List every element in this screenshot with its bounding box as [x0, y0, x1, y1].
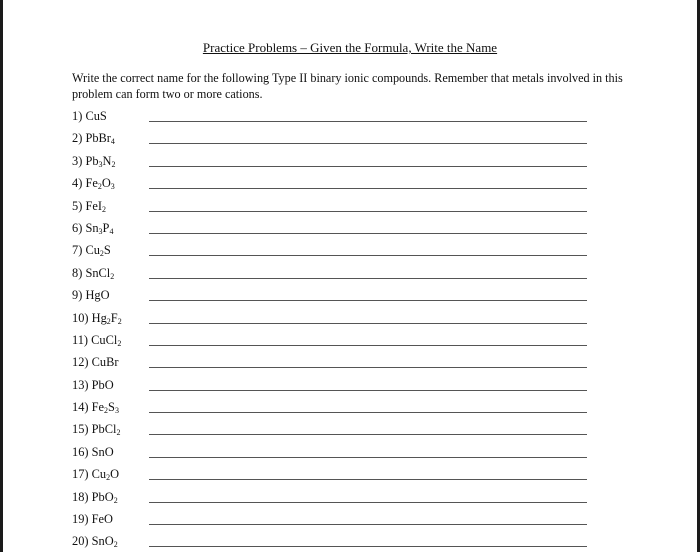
problem-item — [72, 422, 592, 444]
problem-number: 6) — [72, 220, 83, 235]
subscript: 3 — [110, 182, 115, 192]
problem-formula — [72, 445, 114, 460]
answer-line[interactable] — [149, 121, 587, 122]
element-symbol: O — [104, 489, 114, 504]
problem-number: 8) — [72, 265, 83, 280]
problem-formula — [72, 109, 107, 124]
element-symbol: Br — [106, 355, 119, 370]
element-symbol: O — [110, 467, 120, 482]
problem-number: 7) — [72, 243, 83, 258]
subscript: 2 — [116, 428, 121, 438]
answer-line[interactable] — [149, 479, 587, 480]
problem-item — [72, 512, 592, 534]
problem-formula — [72, 266, 114, 281]
problem-number: 12) — [72, 355, 89, 370]
element-symbol: O — [104, 377, 114, 392]
problem-number: 13) — [72, 377, 89, 392]
problem-item — [72, 199, 592, 221]
element-symbol: Fe — [91, 400, 105, 415]
element-symbol: O — [101, 176, 111, 191]
element-symbol: Cl — [105, 332, 118, 347]
problem-formula — [72, 422, 120, 437]
subscript: 2 — [101, 204, 106, 214]
element-symbol: Cu — [91, 332, 106, 347]
problem-item — [72, 109, 592, 131]
problem-item — [72, 154, 592, 176]
problem-item — [72, 288, 592, 310]
element-symbol: Sn — [85, 220, 99, 235]
answer-line[interactable] — [149, 502, 587, 503]
problem-item — [72, 490, 592, 512]
subscript: 2 — [106, 473, 111, 483]
problem-formula — [72, 131, 115, 146]
subscript: 3 — [98, 226, 103, 236]
element-symbol: Fe — [85, 176, 98, 191]
problem-number: 18) — [72, 489, 89, 504]
problem-number: 11) — [72, 332, 89, 347]
element-symbol: Cu — [91, 467, 107, 482]
answer-line[interactable] — [149, 390, 587, 391]
problem-item — [72, 400, 592, 422]
element-symbol: O — [104, 512, 113, 527]
element-symbol: Cu — [91, 355, 107, 370]
subscript: 2 — [110, 271, 115, 281]
subscript: 4 — [110, 137, 115, 147]
problem-number: 1) — [72, 109, 83, 123]
problem-formula — [72, 534, 118, 549]
problem-list — [72, 109, 592, 557]
answer-line[interactable] — [149, 434, 587, 435]
subscript: 2 — [106, 316, 111, 326]
problem-formula — [72, 512, 113, 527]
problem-number: 3) — [72, 153, 83, 168]
element-symbol: P — [102, 220, 110, 235]
answer-line[interactable] — [149, 188, 587, 189]
problem-formula — [72, 355, 119, 370]
answer-line[interactable] — [149, 524, 587, 525]
element-symbol: Br — [98, 131, 111, 146]
element-symbol: Pb — [85, 131, 99, 146]
problem-number: 9) — [72, 288, 83, 303]
problem-item — [72, 221, 592, 243]
problem-formula — [72, 311, 122, 326]
answer-line[interactable] — [149, 255, 587, 256]
problem-number: 17) — [72, 467, 89, 482]
element-symbol: Cu — [85, 109, 100, 123]
element-symbol: Cu — [85, 243, 100, 258]
problem-item — [72, 333, 592, 355]
subscript: 2 — [113, 495, 118, 505]
answer-line[interactable] — [149, 143, 587, 144]
element-symbol: S — [108, 400, 115, 415]
problem-item — [72, 378, 592, 400]
problem-number: 20) — [72, 534, 89, 549]
answer-line[interactable] — [149, 233, 587, 234]
element-symbol: Pb — [91, 489, 105, 504]
problem-item — [72, 131, 592, 153]
answer-line[interactable] — [149, 345, 587, 346]
problem-formula — [72, 243, 111, 258]
problem-item — [72, 176, 592, 198]
problem-formula — [72, 333, 121, 348]
element-symbol: S — [103, 243, 111, 258]
answer-line[interactable] — [149, 323, 587, 324]
answer-line[interactable] — [149, 457, 587, 458]
problem-number: 16) — [72, 444, 89, 459]
problem-formula — [72, 490, 118, 505]
problem-number: 19) — [72, 512, 89, 527]
subscript: 2 — [117, 338, 122, 348]
subscript: 3 — [114, 406, 119, 416]
answer-line[interactable] — [149, 211, 587, 212]
problem-formula — [72, 467, 119, 482]
element-symbol: Sn — [91, 534, 105, 549]
element-symbol: Hg — [91, 310, 107, 325]
subscript: 2 — [104, 406, 109, 416]
element-symbol: Hg — [85, 288, 101, 303]
left-border — [0, 0, 3, 552]
answer-line[interactable] — [149, 278, 587, 279]
problem-item — [72, 243, 592, 265]
subscript: 2 — [117, 316, 122, 326]
problem-number: 2) — [72, 131, 83, 146]
element-symbol: Pb — [91, 422, 105, 437]
element-symbol: Sn — [85, 265, 99, 280]
problem-number: 4) — [72, 176, 83, 191]
problem-number: 10) — [72, 310, 89, 325]
element-symbol: S — [99, 109, 107, 123]
element-symbol: Cl — [98, 265, 111, 280]
worksheet-title: Practice Problems – Given the Formula, Write the Name — [202, 40, 498, 55]
problem-item — [72, 266, 592, 288]
element-symbol: O — [104, 444, 114, 459]
instructions-text: Write the correct name for the following Type II binary ionic compounds. Remember that metals involved in this problem can form two or more cations. — [72, 71, 623, 101]
element-symbol: Pb — [85, 153, 99, 168]
element-symbol: O — [100, 288, 110, 303]
answer-line[interactable] — [149, 412, 587, 413]
subscript: 2 — [97, 182, 102, 192]
element-symbol: O — [104, 534, 114, 549]
element-symbol: F — [110, 310, 118, 325]
element-symbol: I — [97, 198, 102, 213]
problem-item — [72, 311, 592, 333]
problem-formula — [72, 154, 115, 169]
subscript: 2 — [113, 540, 118, 550]
subscript: 3 — [98, 159, 103, 169]
problem-formula — [72, 221, 113, 236]
element-symbol: Fe — [85, 198, 98, 213]
problem-item — [72, 534, 592, 556]
problem-item — [72, 467, 592, 489]
element-symbol: Sn — [91, 444, 105, 459]
problem-item — [72, 355, 592, 377]
subscript: 4 — [109, 226, 114, 236]
subscript: 2 — [99, 249, 104, 259]
problem-number: 14) — [72, 400, 89, 415]
element-symbol: N — [102, 153, 112, 168]
problem-number: 15) — [72, 422, 89, 437]
problem-formula — [72, 288, 110, 303]
element-symbol: Fe — [91, 512, 105, 527]
problem-formula — [72, 400, 119, 415]
element-symbol: Cl — [104, 422, 117, 437]
answer-line[interactable] — [149, 367, 587, 368]
problem-formula — [72, 199, 106, 214]
answer-line[interactable] — [149, 546, 587, 547]
problem-number: 5) — [72, 198, 83, 213]
answer-line[interactable] — [149, 300, 587, 301]
problem-item — [72, 445, 592, 467]
answer-line[interactable] — [149, 166, 587, 167]
problem-formula — [72, 378, 114, 393]
problem-formula — [72, 176, 115, 191]
subscript: 2 — [111, 159, 116, 169]
element-symbol: Pb — [91, 377, 105, 392]
